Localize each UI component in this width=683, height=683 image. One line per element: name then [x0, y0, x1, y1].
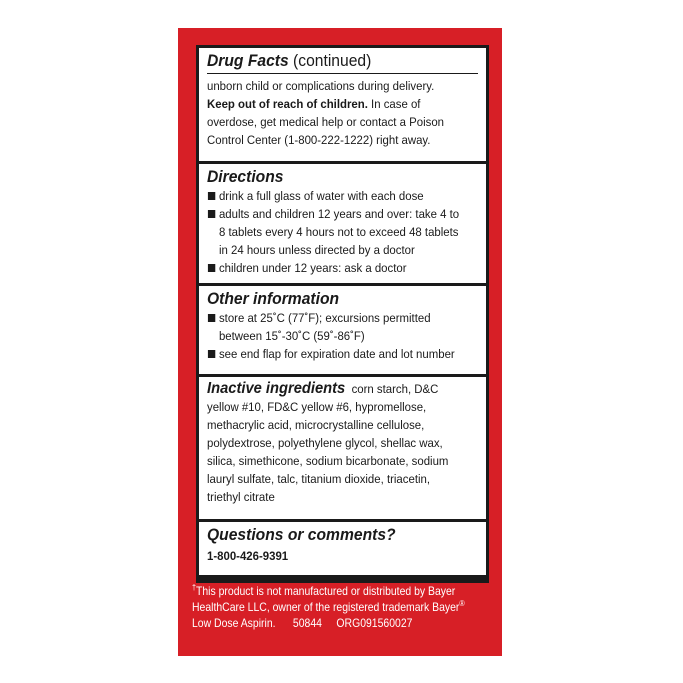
directions-heading: Directions [207, 167, 284, 186]
section-directions [199, 164, 486, 283]
directions-list [207, 187, 483, 277]
list-item-text: children under 12 years: ask a doctor [218, 261, 407, 275]
section-questions [199, 522, 486, 575]
list-item [207, 205, 483, 259]
list-item-text: in 24 hours unless directed by a doctor [218, 243, 415, 257]
keep-out-line [207, 95, 483, 113]
ingredients-text: corn starch, D&C [351, 382, 439, 396]
drug-facts-title: Drug Facts [207, 51, 289, 70]
inactive-ingredients-body [207, 380, 483, 506]
drug-facts-heading [207, 51, 371, 70]
org-code: ORG091560027 [336, 617, 413, 630]
footnote-line [192, 616, 489, 632]
list-item-text: adults and children 12 years and over: take 4 to [218, 207, 460, 221]
drug-facts-body [207, 77, 483, 149]
list-item [207, 259, 483, 277]
questions-phone-number: 1-800-426-9391 [207, 549, 289, 563]
bullet-square-icon [208, 350, 215, 358]
ingredients-line: triethyl citrate [207, 490, 275, 504]
list-item [207, 187, 483, 205]
list-item-text: store at 25˚C (77˚F); excursions permitted [218, 311, 431, 325]
footnote-line [192, 600, 489, 616]
ingredients-line: silica, simethicone, sodium bicarbonate, sodium [207, 454, 449, 468]
section-other-information [199, 286, 486, 374]
other-information-heading: Other information [207, 289, 340, 308]
warning-line: unborn child or complications during delivery. [207, 79, 435, 93]
section-inactive-ingredients [199, 377, 486, 519]
other-information-list [207, 309, 483, 363]
list-item [207, 309, 483, 345]
ingredients-line: lauryl sulfate, talc, titanium dioxide, triacetin, [207, 472, 431, 486]
section-drug-facts [199, 48, 486, 161]
poison-control-line: Control Center (1-800-222-1222) right away. [207, 133, 431, 147]
dagger-mark: † [192, 583, 197, 593]
questions-heading: Questions or comments? [207, 525, 396, 544]
keep-out-rest: In case of [367, 97, 421, 111]
heading-rule [207, 73, 478, 74]
drug-facts-panel [178, 28, 502, 656]
inactive-ingredients-heading: Inactive ingredients [207, 380, 346, 397]
list-item-text: see end flap for expiration date and lot number [218, 347, 455, 361]
footnote-line [192, 584, 489, 600]
list-item-text: between 15˚-30˚C (59˚-86˚F) [218, 329, 365, 343]
trademark-footnote [192, 584, 489, 632]
overdose-line: overdose, get medical help or contact a Poison [207, 115, 445, 129]
drug-facts-frame [196, 45, 489, 583]
footnote-text: This product is not manufactured or distributed by Bayer [196, 585, 456, 598]
ingredients-line: polydextrose, polyethylene glycol, shellac wax, [207, 436, 443, 450]
registered-mark: ® [459, 599, 465, 609]
footnote-text: HealthCare LLC, owner of the registered trademark Bayer [192, 601, 460, 614]
bullet-square-icon [208, 210, 215, 218]
list-item-text: 8 tablets every 4 hours not to exceed 48 tablets [218, 225, 459, 239]
list-item-text: drink a full glass of water with each dose [218, 189, 424, 203]
inactive-ingredients-first-line [207, 380, 483, 398]
bullet-square-icon [208, 264, 215, 272]
ingredients-line: methacrylic acid, microcrystalline cellulose, [207, 418, 425, 432]
drug-facts-continued: (continued) [293, 51, 372, 70]
footnote-text: Low Dose Aspirin. [192, 617, 276, 630]
keep-out-warning: Keep out of reach of children. [207, 97, 368, 111]
bullet-square-icon [208, 314, 215, 322]
bullet-square-icon [208, 192, 215, 200]
ingredients-line: yellow #10, FD&C yellow #6, hypromellose, [207, 400, 427, 414]
product-code: 50844 [292, 617, 322, 630]
list-item [207, 345, 483, 363]
